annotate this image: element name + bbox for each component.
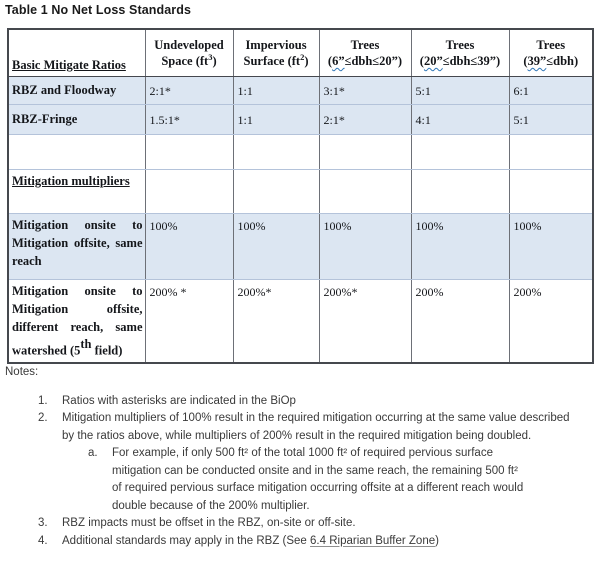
row-label-cell: Mitigation onsite to Mitigation offsite, different reach, same watershed (5th field): [8, 279, 145, 363]
row-label-cell: RBZ and Floodway: [8, 76, 145, 104]
note-item-3: [5, 515, 595, 533]
table-cell: 100%: [319, 213, 411, 279]
note-number: 2.: [38, 412, 48, 424]
no-net-loss-table: [7, 28, 594, 364]
table-row-same-reach: [8, 213, 593, 279]
table-cell: 100%: [145, 213, 233, 279]
table-title: Table 1 No Net Loss Standards: [5, 3, 192, 17]
note-item-2: [5, 410, 595, 445]
note-item-4: [5, 533, 595, 551]
note-text: Additional standards may apply in the RBZ (See 6.4 Riparian Buffer Zone): [62, 534, 439, 547]
table-cell: 200%: [509, 279, 593, 363]
note-item-1: [5, 393, 595, 411]
table-cell: 100%: [411, 213, 509, 279]
table-cell: 200%*: [319, 279, 411, 363]
table-cell: 100%: [509, 213, 593, 279]
notes-heading: Notes:: [5, 366, 39, 378]
col-header-impervious-surface: Impervious Surface $(ft^2)$: [233, 29, 319, 76]
table-cell: [233, 134, 319, 169]
col-header-undeveloped-space: Undeveloped Space $(ft^3)$: [145, 29, 233, 76]
table-cell: 200% *: [145, 279, 233, 363]
table-cell: [509, 134, 593, 169]
table-cell: 200%*: [233, 279, 319, 363]
notes-section: [5, 364, 595, 550]
note-text: Ratios with asterisks are indicated in the BiOp: [62, 394, 296, 407]
note-number: 3.: [38, 517, 48, 529]
table-cell: [319, 134, 411, 169]
table-header-row: [8, 29, 593, 76]
note-text: For example, if only 500 ft² of the total 1000 ft² of required pervious surface mitigation can be conducted onsite and in the same reach, the remaining 500 ft² of required pervious surface mitigation occurring offsite at a different reach would double because of the 200% multiplier.: [112, 447, 524, 512]
table-cell: [411, 169, 509, 213]
note-number: 4.: [38, 534, 48, 547]
table-cell: 2:1*: [145, 76, 233, 104]
table-cell: 6:1: [509, 76, 593, 104]
table-row-different-reach: [8, 279, 593, 363]
table-cell: 100%: [233, 213, 319, 279]
row-label-cell: RBZ-Fringe: [8, 104, 145, 134]
note-number: a.: [88, 447, 98, 459]
table-cell: [509, 169, 593, 213]
table-cell: 3:1*: [319, 76, 411, 104]
corner-header-label: Basic Mitigate Ratios: [12, 57, 126, 72]
note-item-2a: [5, 445, 595, 515]
table-row-rbz-fringe: [8, 104, 593, 134]
table-cell: [145, 134, 233, 169]
row-label-cell: Mitigation multipliers: [8, 169, 145, 213]
table-cell: [233, 169, 319, 213]
table-cell: [145, 169, 233, 213]
table-row-rbz-floodway: [8, 76, 593, 104]
table-cell: 1.5:1*: [145, 104, 233, 134]
corner-header-cell: [8, 29, 145, 76]
note-text: RBZ impacts must be offset in the RBZ, on-site or off-site.: [62, 517, 356, 529]
col-header-trees-39-plus: Trees (39”≤dbh): [509, 29, 593, 76]
row-label-cell: [8, 134, 145, 169]
table-cell: 2:1*: [319, 104, 411, 134]
table-cell: 5:1: [411, 76, 509, 104]
table-cell: 4:1: [411, 104, 509, 134]
table-row-mitigation-multipliers: [8, 169, 593, 213]
table-cell: [411, 134, 509, 169]
note-number: 1.: [38, 394, 48, 407]
row-label-cell: Mitigation onsite to Mitigation offsite, same reach: [8, 213, 145, 279]
table-cell: [319, 169, 411, 213]
riparian-buffer-zone-link[interactable]: 6.4 Riparian Buffer Zone: [310, 534, 436, 547]
col-header-trees-20-39: Trees (20”≤dbh≤39”): [411, 29, 509, 76]
table-cell: 200%: [411, 279, 509, 363]
col-header-trees-6-20: Trees (6”≤dbh≤20”): [319, 29, 411, 76]
table-cell: 5:1: [509, 104, 593, 134]
note-text: Mitigation multipliers of 100% result in the required mitigation occurring at the same value described by the ratios above, while multipliers of 200% result in the required mitigation being doubled.: [62, 412, 570, 442]
table-cell: 1:1: [233, 76, 319, 104]
table-cell: 1:1: [233, 104, 319, 134]
table-row-empty: [8, 134, 593, 169]
